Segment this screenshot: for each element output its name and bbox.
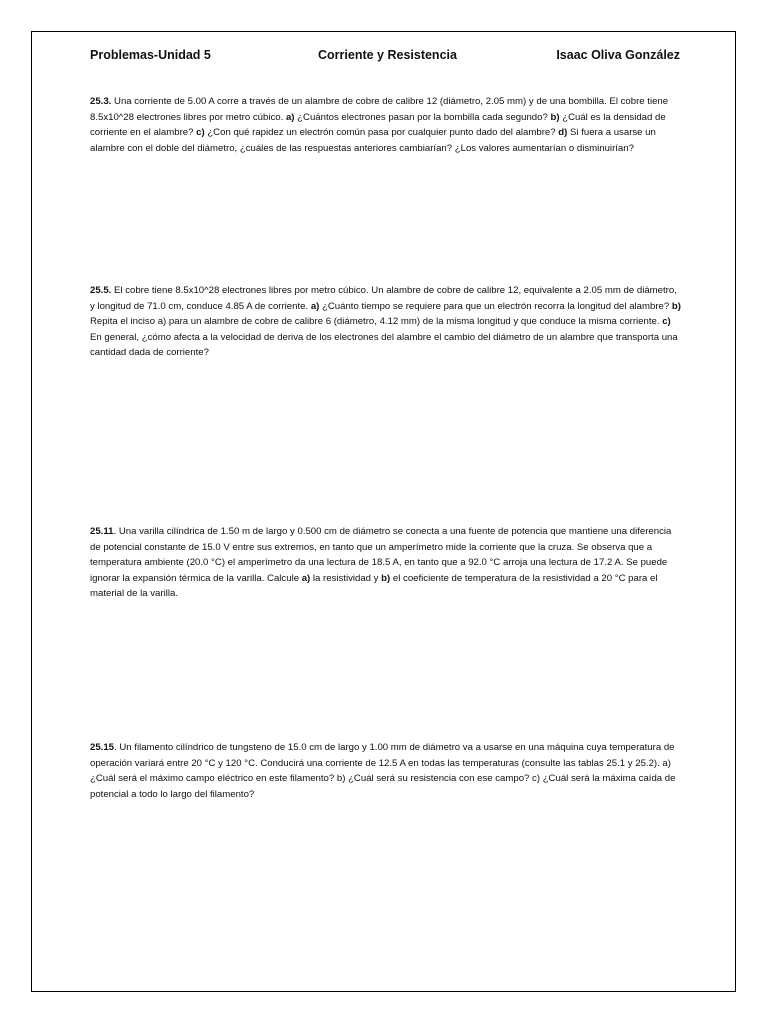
problem-text-segment: En general, ¿cómo afecta a la velocidad de deriva de los electrones del alambre el cambio del diámetro de un alambre que transporta una cantidad dada de corriente? <box>90 331 678 359</box>
problem-text-segment: ¿Cuánto tiempo se requiere para que un electrón recorra la longitud del alambre? <box>319 300 672 312</box>
problem-text-segment: Si fuera a usarse un alambre con el doble del diámetro, ¿cuáles de las respuestas anteriores cambiarían? ¿Los valores aumentarían o disminuirían? <box>90 127 656 154</box>
problem-number: 25.5. <box>90 285 112 296</box>
problem-number: 25.11 <box>90 526 114 537</box>
sub-question-label: d) <box>558 127 568 139</box>
sub-question-label: a) <box>301 572 311 584</box>
sub-question-label: c) <box>196 127 205 139</box>
problem-text <box>90 96 668 154</box>
problem-number: 25.3. <box>90 96 112 107</box>
problem-text-segment: . Una varilla cilíndrica de 1.50 m de largo y 0.500 cm de diámetro se conecta a una fuente de potencia que mantiene una diferencia de potencial constante de 15.0 V entre sus extremos, en tanto que un amperímetro mide la corriente que la cruza. Se observa que a temperatura ambiente (20.0 °C) el amperímetro da una lectura de 18.5 A, en tanto que a 92.0 °C arroja una lectura de 17.2 A. Se puede ignorar la expansión térmica de la varilla. Calcule <box>90 526 672 584</box>
problem-text-segment: la resistividad y <box>310 572 382 584</box>
page-header <box>90 48 680 66</box>
sub-question-label: b) <box>550 111 560 123</box>
sub-question-label: c) <box>662 316 671 328</box>
problem-text-segment: el coeficiente de temperatura de la resistividad a 20 °C para el material de la varilla. <box>90 572 658 600</box>
problem-text-segment: Una corriente de 5.00 A corre a través de un alambre de cobre de calibre 12 (diámetro, 2.05 mm) y de una bombilla. El cobre tiene 8.5x10^28 electrones libres por metro cúbico. <box>90 96 669 123</box>
problem-25-5 <box>90 283 682 361</box>
sub-question-label: a) <box>310 300 320 312</box>
header-author: Isaac Oliva González <box>556 48 680 62</box>
problem-25-11 <box>90 524 682 602</box>
problem-25-3 <box>90 94 682 156</box>
page-border <box>31 31 736 992</box>
problem-text <box>90 285 681 358</box>
sub-question-label: b) <box>671 300 681 312</box>
sub-question-label: a) <box>285 111 295 123</box>
problem-number: 25.15 <box>90 742 115 753</box>
header-unit: Problemas-Unidad 5 <box>90 48 211 62</box>
problem-text <box>90 742 675 800</box>
header-topic: Corriente y Resistencia <box>318 48 457 62</box>
problem-text-segment: ¿Cuál es la densidad de corriente en el alambre? <box>90 111 666 139</box>
problem-text-segment: . Un filamento cilíndrico de tungsteno de 15.0 cm de largo y 1.00 mm de diámetro va a usarse en una máquina cuya temperatura de operación variará entre 20 °C y 120 °C. Conducirá una corriente de 12.5 A en todas las temperaturas (consulte las tablas 25.1 y 25.2). a) ¿Cuál será el máximo campo eléctrico en este filamento? b) ¿Cuál será su resistencia con ese campo? c) ¿Cuál será la máxima caída de potencial a todo lo largo del filamento? <box>90 742 676 800</box>
problem-text-segment: ¿Cuántos electrones pasan por la bombilla cada segundo? <box>294 111 551 123</box>
problem-text <box>90 526 671 599</box>
problem-25-15 <box>90 740 682 802</box>
problem-text-segment: El cobre tiene 8.5x10^28 electrones libres por metro cúbico. Un alambre de cobre de calibre 12, equivalente a 2.05 mm de diámetro, y longitud de 71.0 cm, conduce 4.85 A de corriente. <box>90 285 677 312</box>
sub-question-label: b) <box>381 572 391 584</box>
problem-text-segment: Repita el inciso a) para un alambre de cobre de calibre 6 (diámetro, 4.12 mm) de la misma longitud y que conduce la misma corriente. <box>90 316 663 328</box>
problem-text-segment: ¿Con qué rapidez un electrón común pasa por cualquier punto dado del alambre? <box>204 127 559 139</box>
